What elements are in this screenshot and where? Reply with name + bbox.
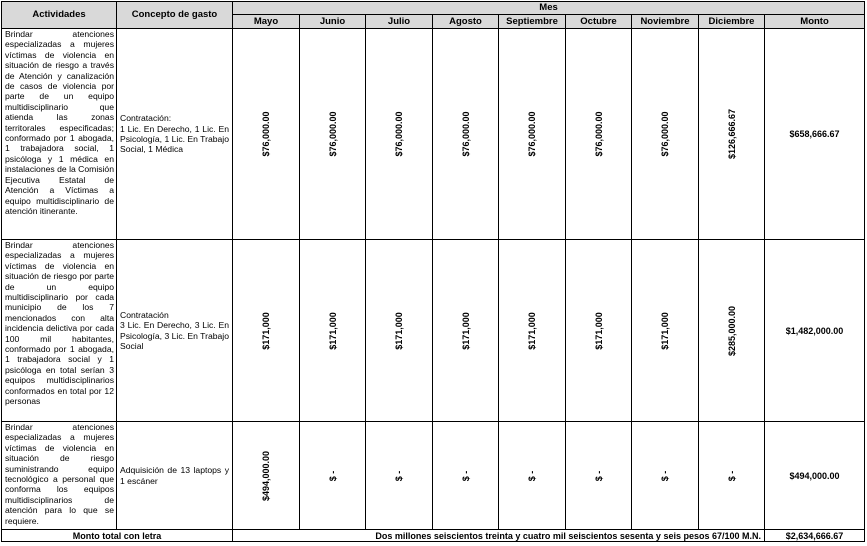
month-value-cell [499,240,566,422]
header-month: Septiembre [499,15,566,29]
month-value: $494,000.00 [261,450,271,501]
header-actividades: Actividades [2,2,117,29]
month-value: $ - [660,470,670,481]
month-value: $ - [527,470,537,481]
header-month: Junio [300,15,366,29]
table-row [2,240,865,422]
row-total: $1,482,000.00 [765,240,865,422]
header-month: Julio [366,15,433,29]
month-value: $76,000.00 [394,111,404,157]
month-value-cell [699,422,765,530]
month-value-cell [300,422,366,530]
month-value: $171,000 [327,311,338,350]
month-value-cell [433,240,499,422]
month-value: $ - [593,470,604,481]
month-value-cell [699,240,765,422]
total-in-words-label: Monto total con letra [2,530,233,542]
month-value-cell [366,422,433,530]
month-value-cell [566,240,632,422]
concept-detail: 1 Lic. En Derecho, 1 Lic. En Psicología, 1 Lic. En Trabajo Social, 1 Médica [120,123,229,155]
header-monto: Monto [765,15,865,29]
footer-row [2,530,865,542]
month-value: $126,666.67 [726,108,737,160]
activity-description: Brindar atenciones especializadas a mujeres víctimas de violencia en situación de riesgo por parte de un equipo multidisciplinario por cada municipio de los 7 mencionados con alta incidencia delictiva por cada 100 mil habitantes, conformado por 1 abogada, 1 trabajadora social y 1 psicóloga en total serían 3 equipos multidisciplinarios conformados en total por 12 personas [2,240,117,422]
month-value: $76,000.00 [261,111,271,157]
activity-description: Brindar atenciones especializadas a mujeres víctimas de violencia en situación de riesgo suministrando equipo tecnológico a personal que conforma los equipos multidisciplinarios de atención para lo que se requiere. [2,422,117,530]
header-month: Octubre [566,15,632,29]
concept-title: Contratación: [120,113,172,124]
month-value: $171,000 [460,311,471,350]
header-month: Diciembre [699,15,765,29]
month-value: $171,000 [261,311,271,350]
row-total: $494,000.00 [765,422,865,530]
activity-description: Brindar atenciones especializadas a mujeres víctimas de violencia en situación de riesgo a través de Atención y canalización de casos de violencia por parte de un equipo multidisciplinario que atienda las zonas territorales especificadas; conformado por 1 abogada, 1 trabajadora social, 1 psicóloga y 1 médica en instalaciones de la Comisión Ejecutiva Estatal de Atención a Víctimas a equipo multidisciplinario de atención itinerante. [2,29,117,240]
row-total: $658,666.67 [765,29,865,240]
month-value-cell [233,422,300,530]
month-value: $171,000 [527,311,537,350]
month-value-cell [566,422,632,530]
month-value-cell [632,29,699,240]
month-value-cell [300,29,366,240]
month-value: $285,000.00 [726,305,737,356]
month-value-cell [233,240,300,422]
header-mes: Mes [233,2,865,15]
header-concepto: Concepto de gasto [117,2,233,29]
grand-total: $2,634,666.67 [765,530,865,542]
month-value-cell [499,29,566,240]
month-value-cell [433,29,499,240]
month-value: $76,000.00 [460,111,471,157]
month-value: $ - [460,470,471,481]
month-value-cell [366,240,433,422]
month-value: $ - [327,470,338,481]
month-value: $ - [726,470,737,481]
month-value: $76,000.00 [527,111,537,157]
concept-title: Contratación [120,309,169,320]
table-row [2,29,865,240]
month-value-cell [366,29,433,240]
month-value: $76,000.00 [327,111,338,157]
month-value-cell [433,422,499,530]
concept-title: Adquisición de 13 laptops y 1 escáner [120,465,229,486]
expense-concept [117,240,233,422]
concept-detail: 3 Lic. En Derecho, 3 Lic. En Psicología, 3 Lic. En Trabajo Social [120,320,229,351]
month-value-cell [300,240,366,422]
month-value-cell [566,29,632,240]
month-value-cell [632,422,699,530]
expense-concept [117,29,233,240]
header-month: Mayo [233,15,300,29]
month-value: $76,000.00 [660,111,670,157]
expense-concept [117,422,233,530]
total-in-words: Dos millones seiscientos treinta y cuatro mil seiscientos sesenta y seis pesos 67/100 M.N. [233,530,765,542]
month-value-cell [499,422,566,530]
month-value: $171,000 [593,311,604,350]
budget-table [1,1,865,542]
month-value: $ - [394,470,404,481]
table-row [2,422,865,530]
month-value: $171,000 [394,311,404,350]
month-value: $76,000.00 [593,111,604,157]
month-value-cell [699,29,765,240]
header-month: Noviembre [632,15,699,29]
header-month: Agosto [433,15,499,29]
month-value-cell [233,29,300,240]
month-value: $171,000 [660,311,670,350]
month-value-cell [632,240,699,422]
